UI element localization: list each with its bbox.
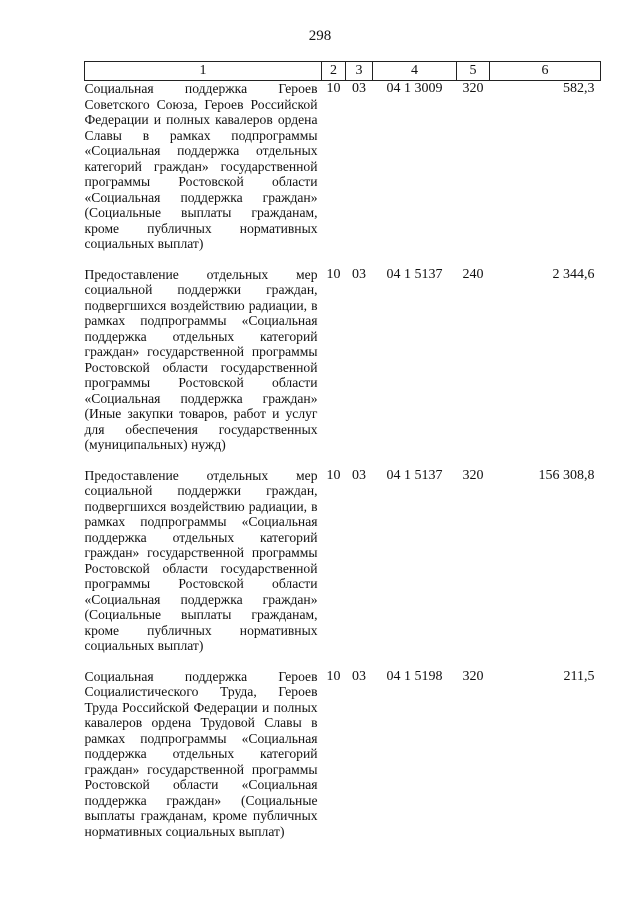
page-number: 298 <box>308 28 332 44</box>
row-subsection: 03 <box>352 668 366 684</box>
header-row <box>85 62 601 81</box>
row-description: Социальная поддержка Героев Социалистического Труда, Героев Труда Российской Федерации и полных кавалеров ордена Трудовой Славы в рамках подпрограммы «Социальная поддержка отдельных категорий граждан» государственной программы Ростовской области «Социальная поддержка граждан» (Социальные выплаты гражданам, кроме публичных нормативных социальных выплат) <box>84 668 318 839</box>
table-row <box>85 468 601 669</box>
row-description: Предоставление отдельных мер социальной поддержки граждан, подвергшихся воздействию радиации, в рамках подпрограммы «Социальная поддержка отдельных категорий граждан» государственной программы Ростовской области государственной программы Ростовской области «Социальная поддержка граждан» (Социальные выплаты гражданам, кроме публичных нормативных социальных выплат) <box>84 467 318 653</box>
row-expense-type: 320 <box>462 81 484 96</box>
row-expense-type: 240 <box>462 266 484 282</box>
header-col-5: 5 <box>457 62 490 81</box>
row-section: 10 <box>326 467 341 483</box>
table-row <box>85 669 601 855</box>
table-header <box>85 62 601 81</box>
row-target-article: 04 1 5198 <box>386 668 443 684</box>
table-row <box>85 81 601 267</box>
row-description: Социальная поддержка Героев Советского Союза, Героев Российской Федерации и полных кавалеров ордена Славы в рамках подпрограммы «Социальная поддержка отдельных категорий граждан» государственной программы Ростовской области «Социальная поддержка граждан» (Социальные выплаты гражданам, кроме публичных нормативных социальных выплат) <box>84 81 318 251</box>
header-col-6: 6 <box>490 62 601 81</box>
row-amount: 211,5 <box>563 668 595 684</box>
row-target-article: 04 1 3009 <box>386 81 443 96</box>
row-expense-type: 320 <box>462 668 484 684</box>
budget-table <box>84 61 601 854</box>
row-description: Предоставление отдельных мер социальной поддержки граждан, подвергшихся воздействию радиации, в рамках подпрограммы «Социальная поддержка отдельных категорий граждан» государственной программы Ростовской области государственной программы Ростовской области «Социальная поддержка граждан» (Иные закупки товаров, работ и услуг для обеспечения государственных (муниципальных) нужд) <box>84 266 318 452</box>
row-target-article: 04 1 5137 <box>386 467 443 483</box>
row-amount: 156 308,8 <box>538 467 595 483</box>
row-subsection: 03 <box>352 81 366 96</box>
row-amount: 582,3 <box>563 81 595 96</box>
header-col-4: 4 <box>373 62 457 81</box>
header-col-1: 1 <box>85 62 322 81</box>
row-target-article: 04 1 5137 <box>386 266 443 282</box>
row-expense-type: 320 <box>462 467 484 483</box>
row-subsection: 03 <box>352 467 366 483</box>
row-section: 10 <box>326 81 341 96</box>
header-col-2: 2 <box>322 62 346 81</box>
header-col-3: 3 <box>346 62 373 81</box>
row-amount: 2 344,6 <box>552 266 595 282</box>
table-body <box>85 81 601 855</box>
row-section: 10 <box>326 668 341 684</box>
table-row <box>85 267 601 468</box>
row-section: 10 <box>326 266 341 282</box>
row-subsection: 03 <box>352 266 366 282</box>
